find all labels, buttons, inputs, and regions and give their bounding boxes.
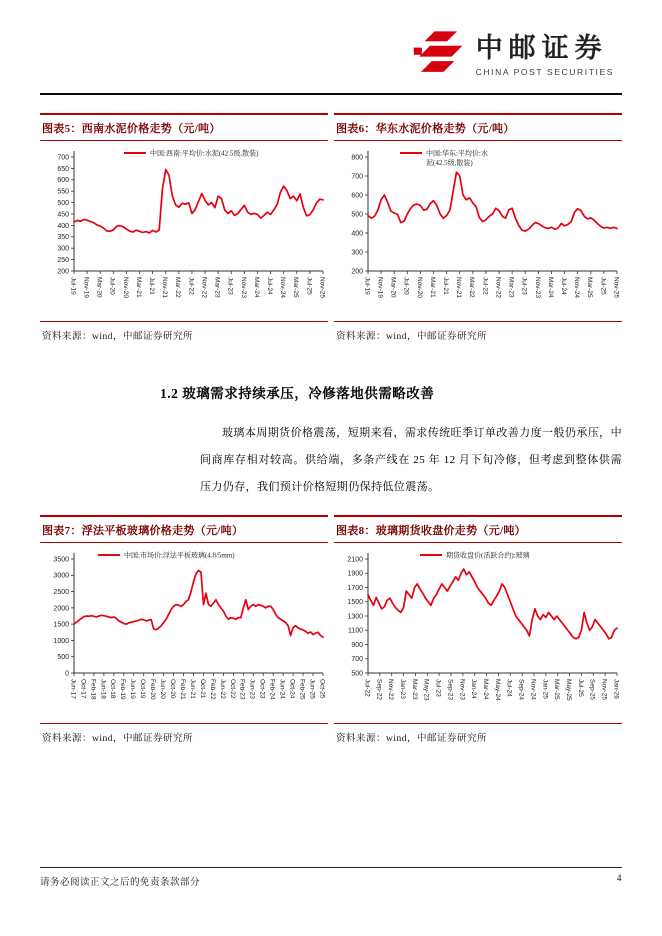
svg-text:700: 700 <box>351 656 363 664</box>
section-heading: 1.2 玻璃需求持续承压，冷修落地供需略改善 <box>160 386 435 401</box>
svg-text:200: 200 <box>351 268 363 276</box>
source-note: 资料来源：wind，中邮证券研究所 <box>42 734 194 744</box>
svg-text:Jul-20: Jul-20 <box>108 277 116 295</box>
svg-text:Jul-22: Jul-22 <box>481 277 489 295</box>
svg-text:900: 900 <box>351 641 363 649</box>
footer-disclaimer: 请务必阅读正文之后的免责条款部分 <box>40 878 201 888</box>
line-chart-southwest-cement <box>40 141 328 321</box>
svg-text:Mar-23: Mar-23 <box>410 679 418 700</box>
china-post-logo-icon <box>412 26 466 85</box>
svg-text:700: 700 <box>351 173 363 181</box>
svg-text:Mar-23: Mar-23 <box>213 277 221 298</box>
svg-text:Nov-20: Nov-20 <box>415 277 423 298</box>
svg-text:Nov-22: Nov-22 <box>494 277 502 298</box>
svg-text:Nov-24: Nov-24 <box>279 277 287 298</box>
svg-text:1000: 1000 <box>53 637 69 645</box>
svg-text:Feb-23: Feb-23 <box>238 679 246 700</box>
svg-text:Jul-23: Jul-23 <box>434 679 442 697</box>
svg-text:Jul-21: Jul-21 <box>442 277 450 295</box>
line-chart-glass-futures <box>334 543 622 723</box>
figure-block-5 <box>40 113 328 344</box>
svg-text:500: 500 <box>351 670 363 678</box>
svg-text:500: 500 <box>57 200 69 207</box>
svg-text:Jul-23: Jul-23 <box>226 277 234 295</box>
svg-text:Nov-25: Nov-25 <box>612 277 620 298</box>
svg-text:Nov-23: Nov-23 <box>239 277 247 298</box>
svg-text:Feb-20: Feb-20 <box>149 679 157 700</box>
svg-text:Nov-19: Nov-19 <box>82 277 90 298</box>
svg-text:Jun-20: Jun-20 <box>159 679 167 699</box>
svg-text:1100: 1100 <box>347 627 363 635</box>
svg-text:Feb-24: Feb-24 <box>268 679 276 700</box>
svg-text:Sep-23: Sep-23 <box>446 679 454 700</box>
svg-text:3500: 3500 <box>53 556 69 564</box>
svg-text:Jun-18: Jun-18 <box>99 679 107 699</box>
svg-text:Feb-18: Feb-18 <box>89 679 97 700</box>
svg-text:Nov-23: Nov-23 <box>533 277 541 298</box>
svg-text:Mar-21: Mar-21 <box>134 277 142 298</box>
svg-text:Jun-23: Jun-23 <box>248 679 256 699</box>
svg-text:Nov-23: Nov-23 <box>458 679 466 700</box>
svg-text:Mar-20: Mar-20 <box>389 277 397 298</box>
svg-text:Mar-20: Mar-20 <box>95 277 103 298</box>
svg-text:1300: 1300 <box>347 613 363 621</box>
svg-text:2100: 2100 <box>347 556 363 564</box>
svg-text:Jun-24: Jun-24 <box>278 679 286 699</box>
svg-text:Jan-25: Jan-25 <box>541 679 549 699</box>
svg-text:中国:西南:平均价:水泥(42.5级,散装): 中国:西南:平均价:水泥(42.5级,散装) <box>150 149 259 158</box>
svg-text:Jun-22: Jun-22 <box>218 679 226 699</box>
svg-text:1900: 1900 <box>347 570 363 578</box>
svg-text:Oct-22: Oct-22 <box>228 679 236 699</box>
svg-text:Jul-22: Jul-22 <box>363 679 371 697</box>
svg-text:Jul-25: Jul-25 <box>305 277 313 295</box>
svg-text:Feb-19: Feb-19 <box>119 679 127 700</box>
svg-text:550: 550 <box>57 188 69 196</box>
svg-text:300: 300 <box>351 249 363 257</box>
brand-name-en: CHINA POST SECURITIES <box>475 66 614 77</box>
svg-text:Jul-21: Jul-21 <box>148 277 156 295</box>
body-paragraph: 玻璃本周期货价格震荡，短期来看，需求传统旺季订单改善力度一般仍承压，中间商库存相对较高。供给端，多条产线在 25 年 12 月下旬冷修，但考虑到整体供需压力仍存，我们预计价格短期仍保持低位震荡。 <box>200 427 622 493</box>
figure-block-7 <box>40 515 328 746</box>
svg-text:Oct-17: Oct-17 <box>79 679 87 699</box>
svg-text:1500: 1500 <box>347 599 363 607</box>
svg-text:中国:华东:平均价:水: 中国:华东:平均价:水 <box>426 149 488 158</box>
svg-text:Jul-23: Jul-23 <box>520 277 528 295</box>
svg-text:Jul-25: Jul-25 <box>576 679 584 697</box>
svg-text:Jan-26: Jan-26 <box>612 679 620 699</box>
brand-text <box>476 34 614 77</box>
svg-text:Oct-19: Oct-19 <box>139 679 147 699</box>
svg-text:Mar-25: Mar-25 <box>292 277 300 298</box>
source-note: 资料来源：wind，中邮证券研究所 <box>42 332 194 342</box>
svg-text:Nov-19: Nov-19 <box>376 277 384 298</box>
svg-text:Oct-23: Oct-23 <box>258 679 266 699</box>
svg-text:Mar-21: Mar-21 <box>428 277 436 298</box>
page-header <box>0 0 662 85</box>
svg-text:Nov-22: Nov-22 <box>200 277 208 298</box>
source-note: 资料来源：wind，中邮证券研究所 <box>336 734 488 744</box>
source-note: 资料来源：wind，中邮证券研究所 <box>336 332 488 342</box>
svg-text:Mar-24: Mar-24 <box>546 277 554 298</box>
svg-text:Feb-25: Feb-25 <box>298 679 306 700</box>
line-chart-float-glass <box>40 543 328 723</box>
figure-row-cement <box>40 113 622 344</box>
figure-block-6 <box>334 113 622 344</box>
svg-text:Jul-25: Jul-25 <box>599 277 607 295</box>
svg-text:Mar-23: Mar-23 <box>507 277 515 298</box>
svg-text:Oct-24: Oct-24 <box>288 679 296 699</box>
svg-text:May-25: May-25 <box>564 679 572 701</box>
svg-text:May-24: May-24 <box>493 679 501 701</box>
svg-text:Jun-21: Jun-21 <box>188 679 196 699</box>
svg-text:450: 450 <box>57 211 69 219</box>
svg-text:Jan-24: Jan-24 <box>470 679 478 699</box>
figure-title: 图表5：西南水泥价格走势（元/吨） <box>40 113 328 141</box>
svg-text:Feb-21: Feb-21 <box>178 679 186 700</box>
svg-text:1500: 1500 <box>53 621 69 629</box>
svg-text:600: 600 <box>57 177 69 185</box>
svg-text:Nov-21: Nov-21 <box>161 277 169 298</box>
svg-text:Oct-25: Oct-25 <box>318 679 326 699</box>
svg-text:中国:市场价:浮法平板玻璃(4.8/5mm): 中国:市场价:浮法平板玻璃(4.8/5mm) <box>124 551 235 560</box>
svg-text:350: 350 <box>57 234 69 242</box>
svg-text:Nov-22: Nov-22 <box>387 679 395 700</box>
svg-text:Nov-25: Nov-25 <box>600 679 608 700</box>
svg-text:0: 0 <box>65 670 69 678</box>
svg-text:Jul-22: Jul-22 <box>187 277 195 295</box>
svg-text:3000: 3000 <box>53 572 69 580</box>
svg-text:300: 300 <box>57 245 69 253</box>
page-footer <box>40 867 622 888</box>
svg-text:Mar-22: Mar-22 <box>468 277 476 298</box>
svg-text:Oct-21: Oct-21 <box>198 679 206 699</box>
svg-text:2000: 2000 <box>53 605 69 613</box>
svg-text:2500: 2500 <box>53 588 69 596</box>
svg-text:Jun-17: Jun-17 <box>69 679 77 699</box>
brand-logo <box>412 26 614 85</box>
figure-title: 图表8：玻璃期货收盘价走势（元/吨） <box>334 515 622 543</box>
svg-text:泥(42.5级,散装): 泥(42.5级,散装) <box>426 159 473 167</box>
svg-text:Jan-23: Jan-23 <box>398 679 406 699</box>
svg-text:Mar-25: Mar-25 <box>586 277 594 298</box>
svg-text:600: 600 <box>351 192 363 200</box>
svg-text:Mar-25: Mar-25 <box>553 679 561 700</box>
svg-text:Mar-24: Mar-24 <box>481 679 489 700</box>
svg-text:500: 500 <box>351 211 363 219</box>
svg-text:Nov-24: Nov-24 <box>573 277 581 298</box>
svg-text:400: 400 <box>351 230 363 238</box>
svg-text:Sep-22: Sep-22 <box>375 679 383 700</box>
svg-text:Feb-22: Feb-22 <box>208 679 216 700</box>
svg-text:Oct-18: Oct-18 <box>109 679 117 699</box>
svg-text:Jun-25: Jun-25 <box>308 679 316 699</box>
svg-text:1700: 1700 <box>347 584 363 592</box>
svg-text:Oct-20: Oct-20 <box>169 679 176 699</box>
page-number: 4 <box>616 874 622 884</box>
svg-text:Mar-24: Mar-24 <box>252 277 260 298</box>
svg-text:Sep-25: Sep-25 <box>588 679 596 700</box>
svg-text:Jul-24: Jul-24 <box>559 277 567 295</box>
svg-text:250: 250 <box>57 257 69 264</box>
svg-text:Jul-20: Jul-20 <box>402 277 410 295</box>
svg-text:Nov-24: Nov-24 <box>529 679 537 700</box>
svg-text:400: 400 <box>57 222 69 230</box>
svg-text:200: 200 <box>57 268 69 276</box>
svg-text:Jul-24: Jul-24 <box>505 679 513 697</box>
svg-text:Jun-19: Jun-19 <box>129 679 137 699</box>
header-divider <box>40 93 622 95</box>
svg-text:Nov-21: Nov-21 <box>455 277 463 298</box>
svg-text:700: 700 <box>57 154 69 162</box>
svg-text:500: 500 <box>57 654 69 662</box>
brand-name-cn: 中邮证券 <box>475 33 608 64</box>
figure-title: 图表6：华东水泥价格走势（元/吨） <box>334 113 622 141</box>
svg-text:Jul-19: Jul-19 <box>363 277 371 295</box>
svg-text:Nov-25: Nov-25 <box>318 277 326 298</box>
svg-text:期货收盘价(活跃合约):玻璃: 期货收盘价(活跃合约):玻璃 <box>446 551 530 560</box>
figure-title: 图表7：浮法平板玻璃价格走势（元/吨） <box>40 515 328 543</box>
svg-text:Jul-19: Jul-19 <box>69 277 77 295</box>
line-chart-eastchina-cement <box>334 141 622 321</box>
svg-text:800: 800 <box>351 154 363 162</box>
svg-text:Nov-20: Nov-20 <box>121 277 129 298</box>
svg-text:650: 650 <box>57 165 69 173</box>
figure-row-glass <box>40 515 622 746</box>
svg-text:May-23: May-23 <box>422 679 430 701</box>
svg-text:Sep-24: Sep-24 <box>517 679 525 700</box>
figure-block-8 <box>334 515 622 746</box>
svg-text:Jul-24: Jul-24 <box>265 277 273 295</box>
svg-text:Mar-22: Mar-22 <box>174 277 182 298</box>
